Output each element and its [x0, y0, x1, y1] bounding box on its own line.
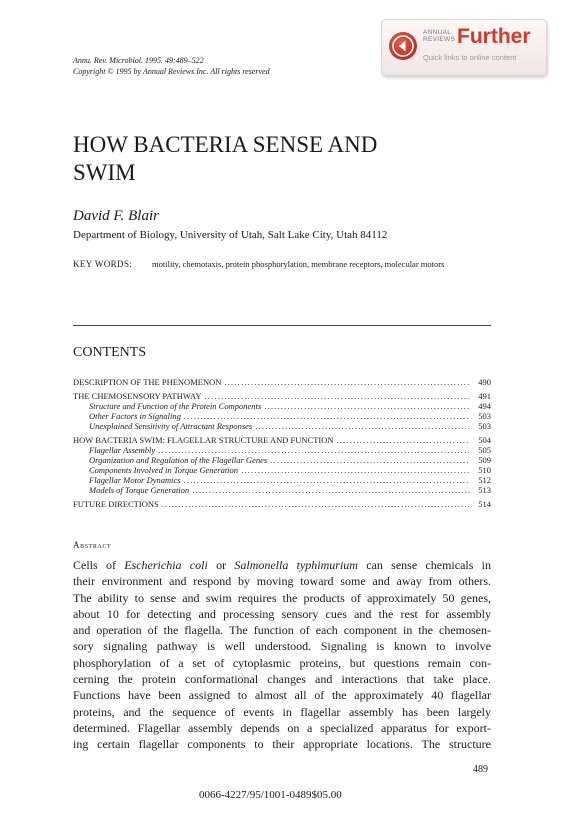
abstract-line: proteins, and the sequence of events in flagellar assembly has been largely	[73, 704, 491, 719]
toc-entry-label: Components Involved in Torque Generation	[89, 465, 239, 475]
footer-code: 0066-4227/95/1001-0489$05.00	[199, 789, 342, 801]
toc-subentry[interactable]	[73, 445, 491, 455]
toc-entry[interactable]	[73, 499, 491, 509]
toc-entry-page: 504	[478, 435, 491, 445]
abstract-line: their environment and respond by moving toward some and away from others.	[73, 574, 491, 589]
copyright-line: Copyright © 1995 by Annual Reviews Inc. All rights reserved	[73, 67, 270, 76]
toc-entry-label: Other Factors in Signaling	[89, 411, 181, 421]
toc-entry-label: Models of Torque Generation	[89, 485, 190, 495]
badge-brand-label	[423, 29, 455, 43]
abstract-heading: Abstract	[73, 540, 112, 550]
toc-subentry[interactable]	[73, 411, 491, 421]
toc-subentry[interactable]	[73, 485, 491, 495]
journal-citation-line: Annu. Rev. Microbiol. 1995. 49:489–522	[73, 56, 204, 65]
toc-leader	[255, 421, 470, 431]
abstract-line: determined. Flagellar assembly depends on a specialized apparatus for export-	[73, 720, 491, 735]
toc-leader	[241, 465, 470, 475]
annual-reviews-further-badge[interactable]	[381, 19, 547, 76]
abstract-line: cerning the protein conformational changes and interactions that take place.	[73, 672, 491, 687]
abstract-line: and operation of the flagella. The function of each component in the chemosen-	[73, 623, 491, 638]
toc-entry-label: DESCRIPTION OF THE PHENOMENON	[73, 377, 222, 387]
keywords-text: motility, chemotaxis, protein phosphorylation, membrane receptors, molecular motors	[152, 259, 445, 269]
toc-entry[interactable]	[73, 391, 491, 401]
table-of-contents	[73, 377, 491, 509]
toc-entry-label: THE CHEMOSENSORY PATHWAY	[73, 391, 202, 401]
toc-leader	[224, 377, 470, 387]
toc-entry-page: 503	[478, 411, 491, 421]
toc-entry-label: HOW BACTERIA SWIM: FLAGELLAR STRUCTURE AND FUNCTION	[73, 435, 334, 445]
play-back-icon	[389, 32, 417, 60]
author-affiliation: Department of Biology, University of Utah, Salt Lake City, Utah 84112	[73, 229, 388, 241]
toc-entry-label: Flagellar Assembly	[89, 445, 156, 455]
keywords-label: KEY WORDS:	[73, 259, 133, 269]
toc-entry-label: Structure and Function of the Protein Components	[89, 401, 262, 411]
abstract-body	[73, 557, 491, 753]
toc-entry-page: 510	[478, 465, 491, 475]
section-divider	[73, 325, 491, 326]
page-number: 489	[473, 764, 488, 775]
abstract-line: The ability to sense and swim requires the products of approximately 50 genes,	[73, 590, 491, 605]
abstract-line: Functions have been assigned to almost all of the approximately 40 flagellar	[73, 688, 491, 703]
abstract-line: sory signaling pathway is well understood. Signaling is known to involve	[73, 639, 491, 654]
toc-entry-page: 494	[478, 401, 491, 411]
toc-leader	[337, 435, 470, 445]
badge-annual-text: ANNUAL	[423, 29, 452, 36]
toc-leader	[270, 455, 470, 465]
journal-citation	[73, 55, 270, 77]
toc-entry-page: 490	[478, 377, 491, 387]
toc-entry-label: FUTURE DIRECTIONS	[73, 499, 159, 509]
abstract-line: about 10 for detecting and processing sensory cues and the rest for assembly	[73, 606, 491, 621]
toc-entry-label: Organization and Regulation of the Flagellar Genes	[89, 455, 268, 465]
toc-leader	[162, 499, 470, 509]
toc-entry-page: 514	[478, 499, 491, 509]
toc-entry[interactable]	[73, 377, 491, 387]
toc-entry-label: Unexplained Sensitivity of Attractant Responses	[89, 421, 253, 431]
abstract-line: ing certain flagellar components to their appropriate locations. The structure	[73, 737, 491, 752]
toc-entry-page: 491	[478, 391, 491, 401]
toc-entry-page: 503	[478, 421, 491, 431]
toc-subentry[interactable]	[73, 475, 491, 485]
toc-entry-page: 513	[478, 485, 491, 495]
contents-heading: CONTENTS	[73, 345, 147, 360]
badge-reviews-text: REVIEWS	[423, 36, 456, 43]
toc-leader	[184, 475, 470, 485]
toc-entry-page: 505	[478, 445, 491, 455]
badge-subtitle: Quick links to online content	[423, 53, 517, 62]
toc-subentry[interactable]	[73, 421, 491, 431]
author-name: David F. Blair	[73, 208, 159, 224]
toc-subentry[interactable]	[73, 401, 491, 411]
toc-leader	[204, 391, 470, 401]
toc-leader	[264, 401, 470, 411]
toc-entry[interactable]	[73, 435, 491, 445]
toc-leader	[158, 445, 470, 455]
toc-leader	[192, 485, 470, 495]
article-title: HOW BACTERIA SENSE AND SWIM	[73, 132, 378, 185]
abstract-line: Cells of Escherichia coli or Salmonella typhimurium can sense chemicals in	[73, 558, 492, 572]
toc-entry-page: 509	[478, 455, 491, 465]
toc-entry-page: 512	[478, 475, 491, 485]
toc-subentry[interactable]	[73, 455, 491, 465]
toc-subentry[interactable]	[73, 465, 491, 475]
badge-further-text: Further	[457, 25, 531, 48]
toc-leader	[184, 411, 470, 421]
abstract-line: phosphorylation of a set of cytoplasmic proteins, but questions remain con-	[73, 655, 491, 670]
toc-entry-label: Flagellar Motor Dynamics	[89, 475, 181, 485]
